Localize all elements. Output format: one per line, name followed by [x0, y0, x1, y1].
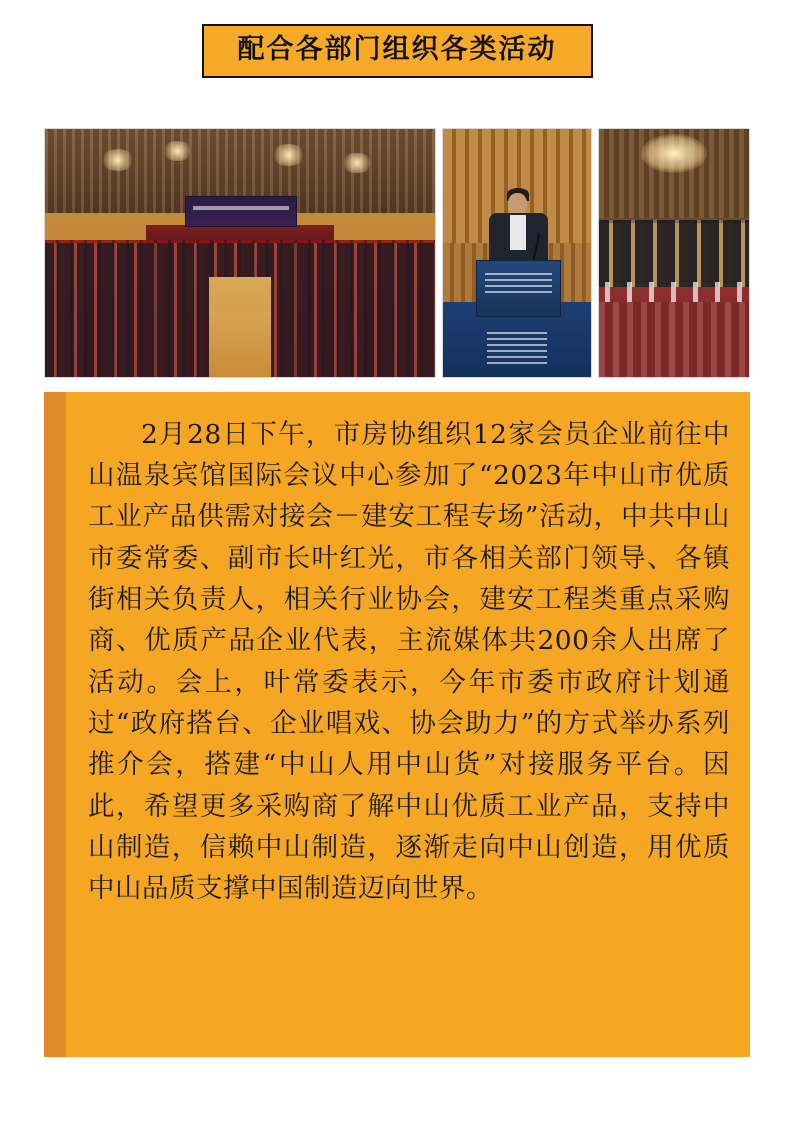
photo-auditorium-wide-shot: [44, 128, 436, 378]
seated-attendees: [599, 220, 749, 287]
photo-audience-round-tables: [598, 128, 750, 378]
screen-caption-band: [193, 206, 289, 211]
stage-screen: [185, 196, 296, 228]
ceiling-light: [162, 141, 193, 161]
photo-strip: [0, 128, 794, 378]
table-cups: [605, 282, 743, 302]
podium: [476, 260, 562, 317]
ceiling-light: [100, 149, 135, 171]
article-body-block: [44, 392, 750, 1057]
ceiling-light: [341, 153, 372, 173]
podium-banner-text: [485, 273, 552, 297]
aisle-carpet: [209, 312, 271, 376]
chandelier: [641, 134, 707, 174]
article-paragraph: 2月28日下午，市房协组织12家会员企业前往中山温泉宾馆国际会议中心参加了“2023年中山市优质工业产品供需对接会－建安工程专场”活动，中共中山市委常委、副市长叶红光，市各相关部门领导、各镇街相关负责人，相关行业协会，建安工程类重点采购商、优质产品企业代表，主流媒体共200余人出席了活动。会上，叶常委表示，今年市委市政府计划通过“政府搭台、企业唱戏、协会助力”的方式举办系列推介会，搭建“中山人用中山货”对接服务平台。因此，希望更多采购商了解中山优质工业产品，支持中山制造，信赖中山制造，逐渐走向中山创造，用优质中山品质支撑中国制造迈向世界。: [88, 418, 730, 905]
photo-speaker-at-podium: [442, 128, 592, 378]
speaker-shirt: [510, 215, 526, 250]
page-title: 配合各部门组织各类活动: [202, 24, 593, 78]
table-cloth: [599, 302, 749, 376]
ceiling-light: [271, 144, 306, 166]
title-banner-container: [0, 0, 794, 78]
podium-plaque-text: [487, 332, 546, 364]
